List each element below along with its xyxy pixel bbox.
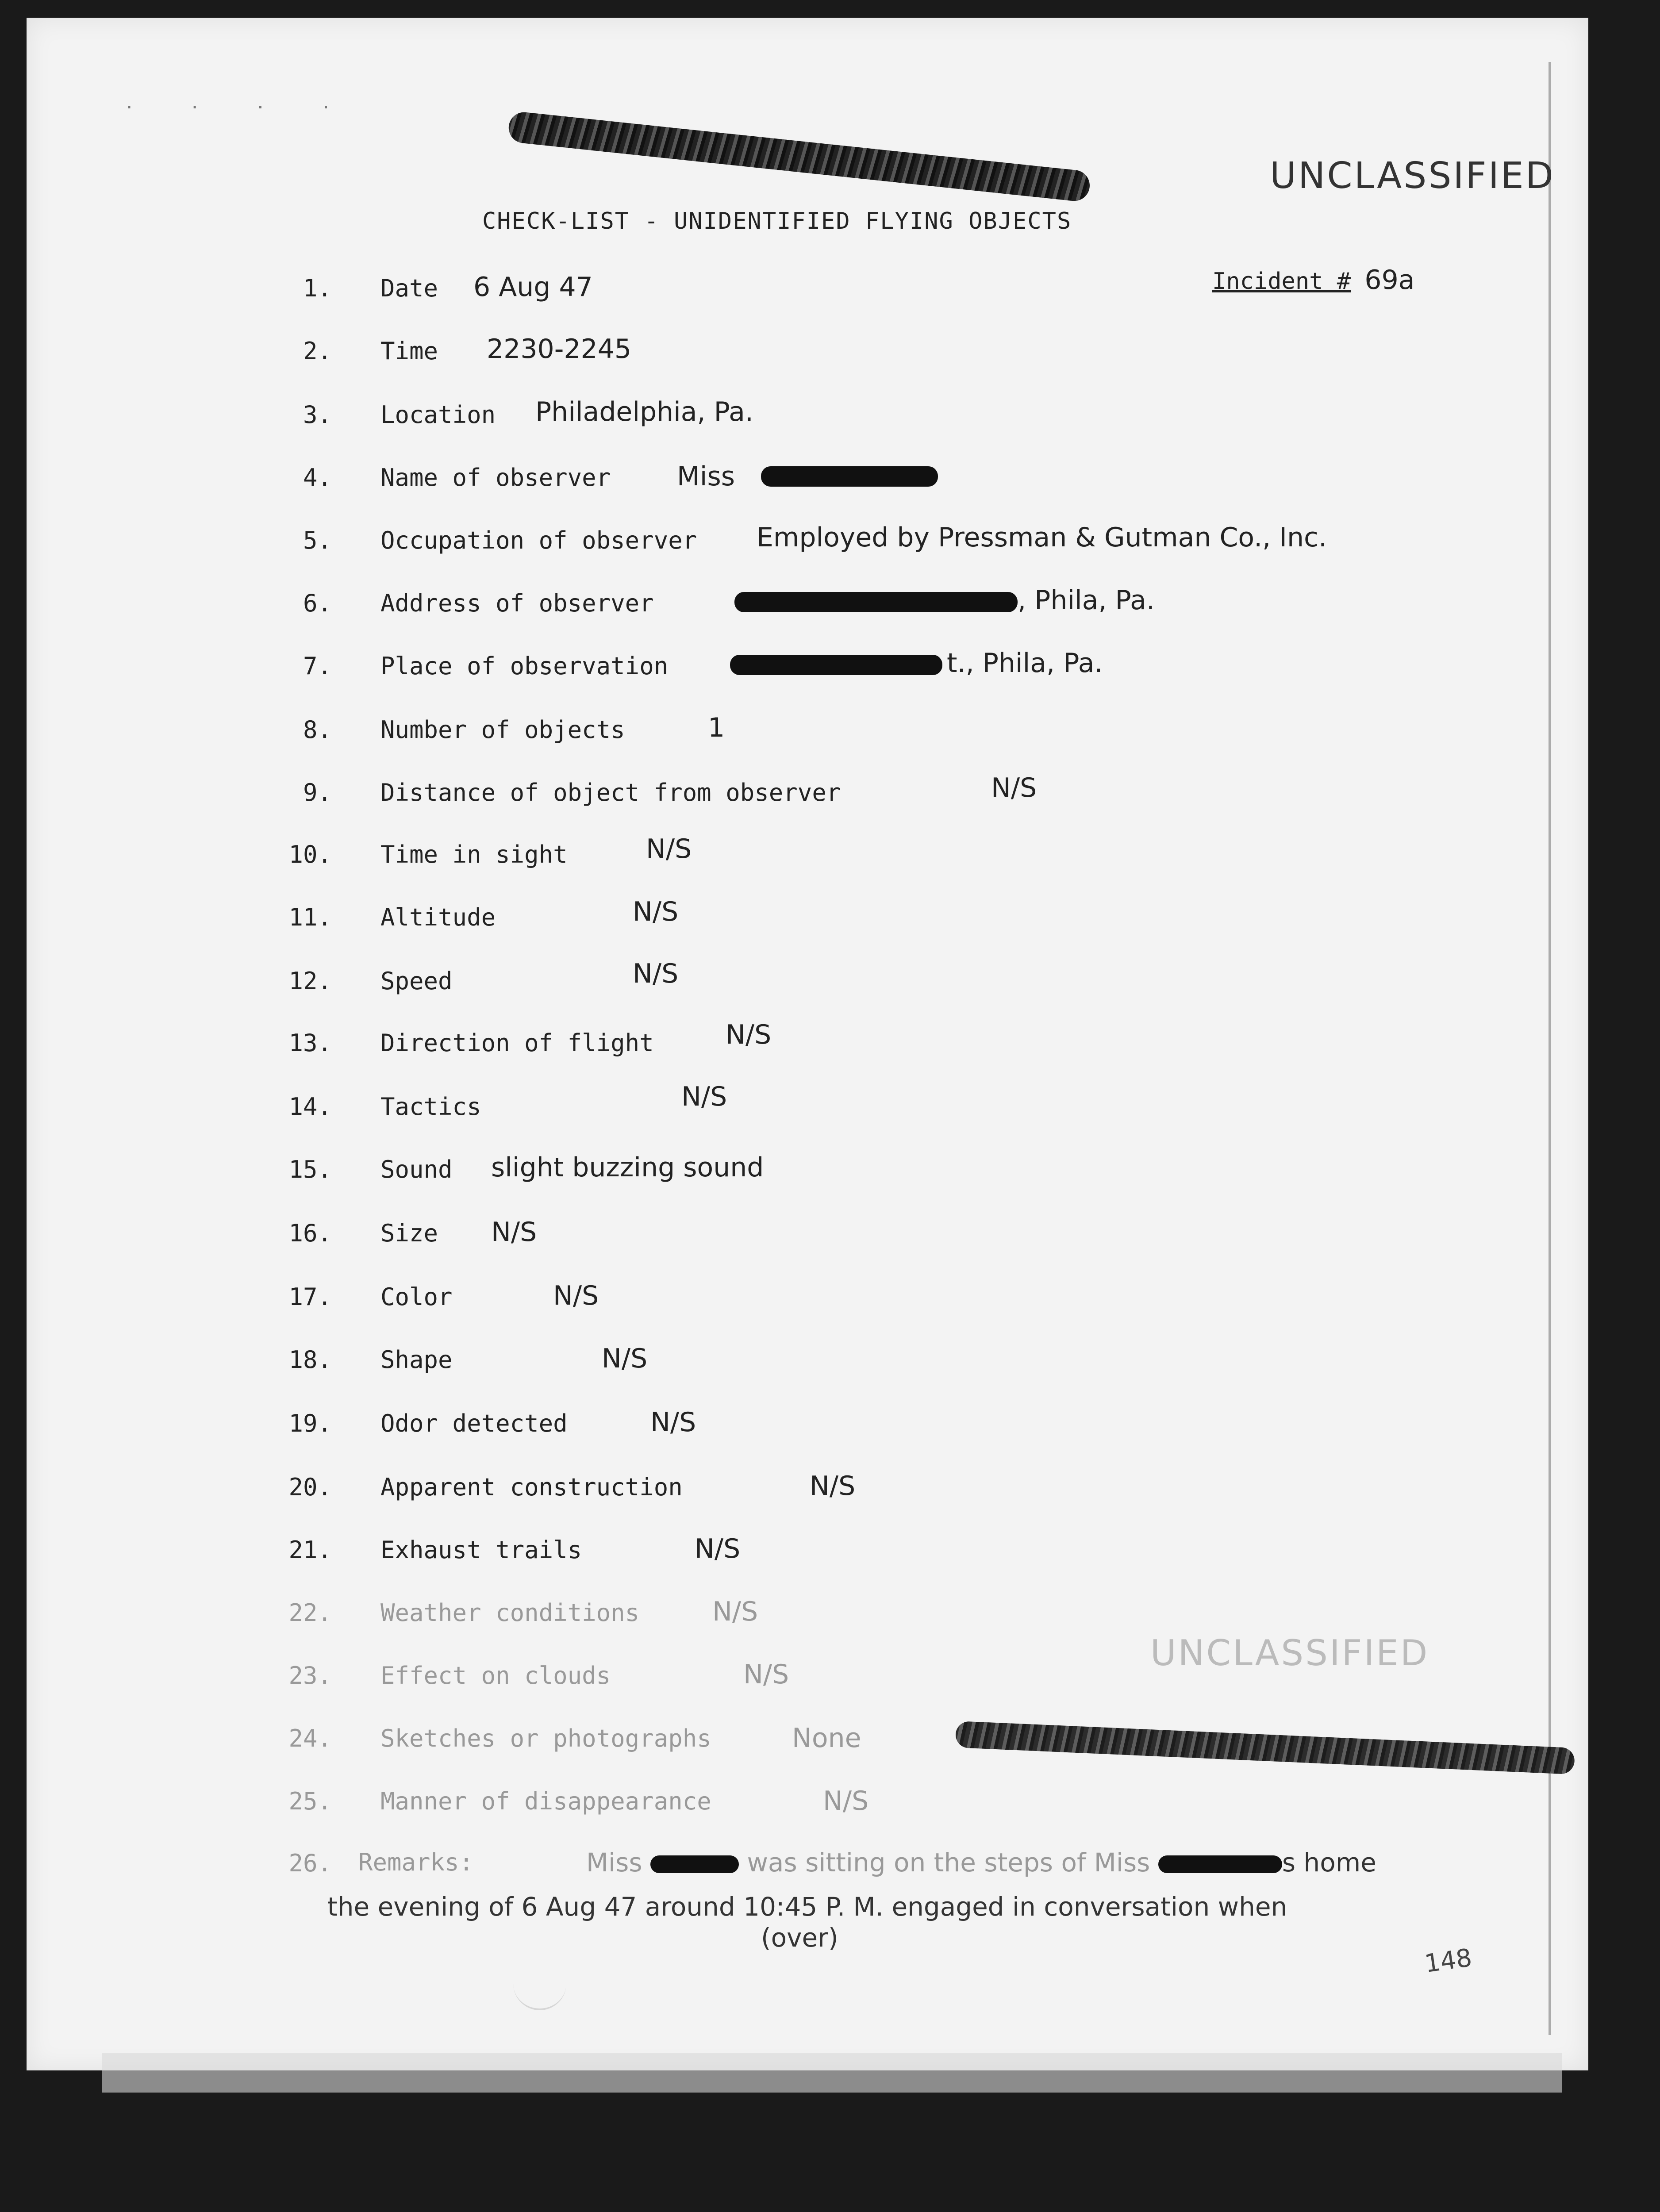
- item-label: Time in sight: [380, 841, 568, 868]
- redaction-mark: [1158, 1855, 1282, 1873]
- item-label: Sound: [380, 1156, 453, 1183]
- item-number: 5.: [303, 526, 332, 554]
- item-number: 14.: [288, 1093, 332, 1121]
- item-value: 1: [708, 712, 725, 743]
- page-title: CHECK-LIST - UNIDENTIFIED FLYING OBJECTS: [482, 208, 1072, 234]
- item-value: Employed by Pressman & Gutman Co., Inc.: [757, 522, 1327, 553]
- item-value: N/S: [681, 1081, 727, 1112]
- item-label: Direction of flight: [380, 1029, 654, 1057]
- item-label: Altitude: [380, 903, 496, 931]
- page-number: 148: [1422, 1943, 1474, 1979]
- item-number: 4.: [303, 464, 332, 492]
- item-value: N/S: [991, 772, 1037, 803]
- item-number: 9.: [303, 779, 332, 806]
- checklist-row-6: [0, 585, 1504, 642]
- item-label: Sketches or photographs: [380, 1724, 711, 1752]
- item-label: Date: [380, 274, 438, 302]
- remarks-label: Remarks:: [358, 1848, 474, 1876]
- item-value: Philadelphia, Pa.: [535, 396, 754, 427]
- remarks-line-2: the evening of 6 Aug 47 around 10:45 P. M. engaged in conversation when: [327, 1892, 1287, 1922]
- item-value: N/S: [726, 1019, 772, 1050]
- item-value: N/S: [712, 1596, 758, 1627]
- checklist-row-4: [0, 461, 1504, 517]
- item-value: N/S: [602, 1343, 648, 1374]
- item-value: N/S: [650, 1407, 696, 1438]
- item-value: N/S: [633, 958, 679, 989]
- item-value: 2230-2245: [487, 334, 632, 365]
- item-number: 11.: [288, 903, 332, 931]
- item-label: Shape: [380, 1346, 453, 1374]
- item-number: 20.: [288, 1473, 332, 1501]
- item-number: 17.: [288, 1283, 332, 1311]
- right-margin-line: [1549, 62, 1551, 2035]
- item-label: Distance of object from observer: [380, 779, 841, 806]
- item-label: Address of observer: [380, 589, 654, 617]
- item-label: Location: [380, 401, 496, 429]
- margin-specks: · · · ·: [124, 97, 354, 118]
- checklist-row-19: [0, 1409, 1504, 1463]
- item-label: Name of observer: [380, 464, 611, 492]
- item-number: 23.: [288, 1662, 332, 1690]
- item-value: N/S: [633, 896, 679, 927]
- item-label: Weather conditions: [380, 1599, 640, 1627]
- item-value: 6 Aug 47: [473, 272, 593, 303]
- item-value: None: [792, 1723, 861, 1754]
- item-label: Manner of disappearance: [380, 1787, 711, 1815]
- item-label: Occupation of observer: [380, 526, 697, 554]
- item-label: Apparent construction: [380, 1473, 683, 1501]
- item-number: 26.: [288, 1849, 332, 1877]
- remarks-text: Miss: [586, 1847, 642, 1878]
- item-label: Tactics: [380, 1093, 481, 1121]
- checklist-row-12: [0, 958, 1504, 1020]
- remarks-line-1: [586, 1840, 1376, 1885]
- redaction-mark: [734, 592, 1018, 612]
- item-number: 12.: [288, 967, 332, 995]
- remarks-text: s home: [1282, 1847, 1376, 1878]
- item-value: N/S: [823, 1786, 869, 1816]
- item-number: 1.: [303, 274, 332, 302]
- item-value: N/S: [810, 1471, 856, 1502]
- item-number: 7.: [303, 652, 332, 680]
- item-number: 16.: [288, 1219, 332, 1247]
- item-value: t., Phila, Pa.: [947, 648, 1103, 679]
- checklist-row-11: [0, 896, 1504, 956]
- item-number: 18.: [288, 1346, 332, 1374]
- item-label: Number of objects: [380, 716, 625, 744]
- checklist-row-21: [0, 1533, 1504, 1589]
- checklist-row-3: [0, 396, 1504, 454]
- incident-value: 69a: [1364, 265, 1415, 296]
- item-value: , Phila, Pa.: [1018, 585, 1155, 616]
- checklist-row-25: [0, 1787, 1504, 1840]
- item-label: Color: [380, 1283, 453, 1311]
- item-number: 21.: [288, 1536, 332, 1564]
- item-value: N/S: [553, 1280, 599, 1311]
- checklist-row-8: [0, 712, 1504, 769]
- item-number: 15.: [288, 1156, 332, 1183]
- item-number: 6.: [303, 589, 332, 617]
- checklist-row-17: [0, 1280, 1504, 1336]
- redaction-mark: [761, 466, 938, 487]
- item-number: 24.: [288, 1724, 332, 1752]
- checklist-row-10: [0, 833, 1504, 894]
- unclassified-stamp-bottom: UNCLASSIFIED: [1150, 1632, 1429, 1674]
- redaction-mark: [650, 1855, 739, 1873]
- item-number: 8.: [303, 716, 332, 744]
- item-value: N/S: [491, 1217, 537, 1248]
- item-number: 3.: [303, 401, 332, 429]
- item-value: Miss: [677, 461, 735, 492]
- unclassified-stamp-top: UNCLASSIFIED: [1270, 155, 1555, 197]
- item-label: Time: [380, 337, 438, 365]
- item-label: Size: [380, 1219, 438, 1247]
- item-number: 19.: [288, 1409, 332, 1437]
- checklist-row-13: [0, 1019, 1504, 1082]
- incident-label: Incident #: [1212, 268, 1351, 295]
- item-label: Place of observation: [380, 652, 669, 680]
- item-number: 22.: [288, 1599, 332, 1627]
- page-edge-strip: [102, 2053, 1562, 2093]
- item-value: N/S: [646, 833, 692, 864]
- checklist-row-5: [0, 522, 1504, 580]
- checklist-row-14: [0, 1081, 1504, 1146]
- item-value: N/S: [743, 1659, 789, 1690]
- checklist-row-15: [0, 1152, 1504, 1209]
- item-number: 10.: [288, 841, 332, 868]
- checklist-row-16: [0, 1219, 1504, 1272]
- checklist-row-7: [0, 648, 1504, 705]
- checklist-row-2: [0, 334, 1504, 390]
- item-label: Speed: [380, 967, 453, 995]
- item-label: Odor detected: [380, 1409, 568, 1437]
- over-note: (over): [761, 1923, 838, 1953]
- remarks-text: was sitting on the steps of Miss: [747, 1847, 1150, 1878]
- item-number: 2.: [303, 337, 332, 365]
- item-number: 13.: [288, 1029, 332, 1057]
- item-value: N/S: [695, 1533, 741, 1564]
- checklist-row-9: [0, 772, 1504, 832]
- item-label: Exhaust trails: [380, 1536, 582, 1564]
- item-label: Effect on clouds: [380, 1662, 611, 1690]
- checklist-row-18: [0, 1343, 1504, 1399]
- item-number: 25.: [288, 1787, 332, 1815]
- item-value: slight buzzing sound: [491, 1152, 764, 1183]
- checklist-row-20: [0, 1473, 1504, 1526]
- checklist-row-1: [0, 274, 1504, 327]
- redaction-mark: [730, 655, 942, 675]
